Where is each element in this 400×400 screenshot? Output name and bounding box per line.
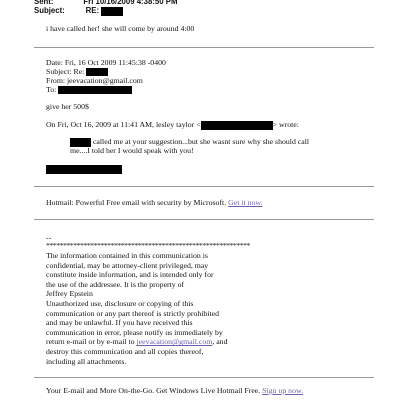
disclaimer-line: the use of the addressee. It is the property of xyxy=(46,279,185,289)
email-link[interactable]: jeevacation@gmail.com xyxy=(136,337,213,347)
wrote-suffix: > wrote: xyxy=(272,120,299,129)
divider xyxy=(34,377,374,378)
sent-value: Fri 10/16/2009 4:38:50 PM xyxy=(83,0,178,6)
quoted-from: From: jeevacation@gmail.com xyxy=(46,76,143,85)
disclaimer-line: confidential, may be attorney-client privileged, may xyxy=(46,260,209,270)
redaction-box xyxy=(101,7,123,16)
hotmail-ad-2-text: Your E-mail and More On-the-Go. Get Windows Live Hotmail Free. xyxy=(46,386,263,395)
disclaimer-line: Jeffrey Epstein xyxy=(46,289,93,299)
disclaimer-line: communication or any part thereof is strictly prohibited xyxy=(46,308,220,318)
disclaimer-email-prefix: return e-mail or by e-mail to xyxy=(46,337,137,347)
quoted-date: Date: Fri, 16 Oct 2009 11:45:38 -0400 xyxy=(46,58,166,67)
stars-line: ************************************************************ xyxy=(46,241,250,250)
divider xyxy=(34,47,374,48)
get-it-now-link[interactable]: Get it now. xyxy=(228,198,263,207)
disclaimer-line: destroy this communication and all copies thereof, xyxy=(46,346,204,356)
disclaimer-line: including all attachments. xyxy=(46,356,127,366)
hotmail-ad-1 xyxy=(46,198,262,208)
sig-dashes: -- xyxy=(46,233,52,242)
sign-up-now-link[interactable]: Sign up now. xyxy=(262,386,304,395)
give-line: give her 500$ xyxy=(46,102,89,111)
wrote-prefix: On Fri, Oct 16, 2009 at 11:41 AM, lesley taylor < xyxy=(46,120,201,129)
disclaimer-email-line xyxy=(46,337,227,347)
disclaimer-line: The information contained in this communication is xyxy=(46,251,208,260)
disclaimer-line: communication in error, please notify us immediately by xyxy=(46,327,223,337)
disclaimer-line: and may be unlawful. If you have received this xyxy=(46,318,193,328)
quoted-to: To: xyxy=(46,85,57,94)
redaction-box xyxy=(46,165,122,174)
subject-value: RE: xyxy=(85,6,100,15)
wrote-line xyxy=(46,120,299,130)
hotmail-ad-1-text: Hotmail: Powerful Free email with security by Microsoft. xyxy=(46,198,229,207)
reply-body: i have called her! she will come by around 4:00 xyxy=(46,24,195,33)
disclaimer xyxy=(46,251,227,366)
redaction-box xyxy=(201,121,273,130)
nested-quote-line-2: me....I told her I would speak with you! xyxy=(70,146,194,155)
divider xyxy=(34,219,374,220)
quoted-subject: Subject: Re: xyxy=(46,67,85,76)
redaction-box xyxy=(58,86,132,94)
redaction-box xyxy=(86,68,108,76)
disclaimer-line: Unauthorized use, disclosure or copying of this xyxy=(46,298,194,308)
disclaimer-email-suffix: , and xyxy=(212,337,228,347)
quoted-to-row xyxy=(46,85,132,95)
nested-line-1-text: called me at your suggestion...but she wasnt sure why she should call xyxy=(91,137,310,146)
hotmail-ad-2 xyxy=(46,386,303,396)
divider xyxy=(34,186,374,187)
signature-redaction xyxy=(46,164,122,174)
sent-label: Sent: xyxy=(34,0,54,6)
subject-row xyxy=(34,6,123,16)
disclaimer-line: constitute inside information, and is intended only for xyxy=(46,270,214,280)
subject-label: Subject: xyxy=(34,6,65,15)
